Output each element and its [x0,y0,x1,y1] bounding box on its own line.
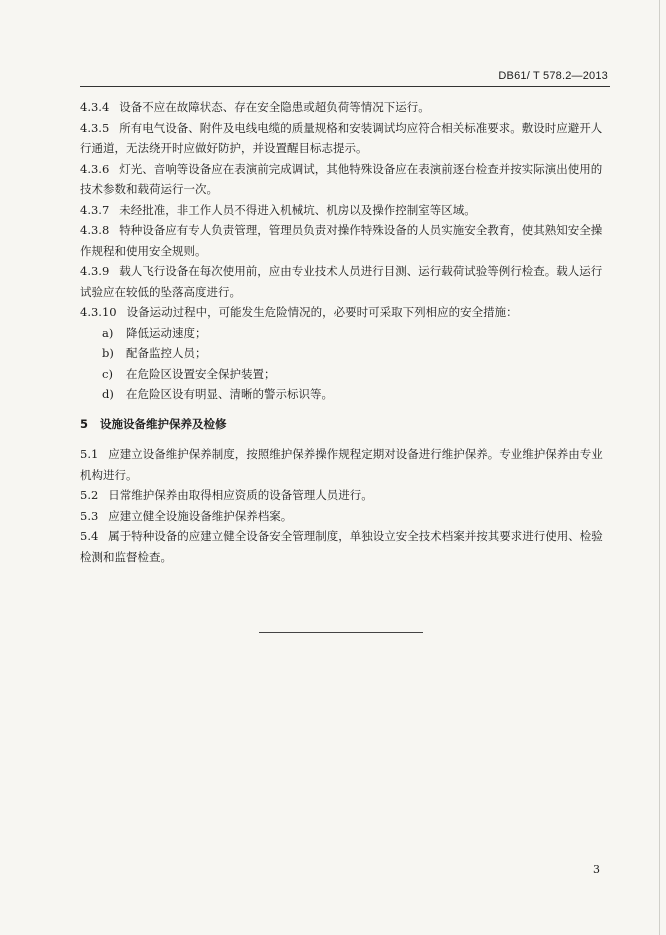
list-label: a) [102,325,114,340]
clause-text: 所有电气设备、附件及电线电缆的质量规格和安装调试均应符合相关标准要求。敷设时应避开人行通道，无法绕开时应做好防护，并设置醒目标志提示。 [80,120,603,155]
clause-4-3-8 [80,220,612,261]
section-title: 设施设备维护保养及检修 [100,416,227,431]
list-label: c) [102,366,113,381]
clause-text: 特种设备应有专人负责管理，管理员负责对操作特殊设备的人员实施安全教育，使其熟知安全操作规程和使用安全规则。 [80,223,603,258]
list-item [80,323,612,344]
clause-text: 灯光、音响等设备应在表演前完成调试，其他特殊设备应在表演前逐台检查并按实际演出使用的技术参数和载荷运行一次。 [80,161,603,196]
clause-number: 4.3.9 [80,264,110,278]
clause-5-4 [80,526,612,567]
clause-number: 4.3.4 [80,100,110,114]
clause-number: 4.3.6 [80,161,110,176]
clause-5-1 [80,444,612,485]
list-item [80,384,612,405]
end-of-standard-rule [259,632,423,633]
list-text: 配备监控人员； [126,346,207,360]
page-number: 3 [593,863,600,876]
clause-text: 未经批准，非工作人员不得进入机械坑、机房以及操作控制室等区域。 [119,202,476,217]
document-body [80,97,612,567]
section-heading [80,414,612,435]
header-rule [80,86,610,87]
clause-5-3 [80,506,612,527]
clause-5-2 [80,485,612,506]
clause-4-3-9 [80,261,612,302]
clause-number: 5.4 [80,529,99,543]
scan-edge [659,0,660,935]
clause-text: 应建立健全设施设备维护保养档案。 [108,508,293,523]
clause-number: 5.1 [80,447,99,461]
clause-text: 载人飞行设备在每次使用前，应由专业技术人员进行目测、运行载荷试验等例行检查。载人运行试验应在较低的坠落高度进行。 [80,264,603,299]
clause-number: 4.3.5 [80,120,110,135]
clause-4-3-5 [80,118,612,159]
clause-4-3-7 [80,200,612,221]
section-number: 5 [80,416,89,431]
standard-code: DB61/ T 578.2—2013 [498,70,608,82]
clause-text: 应建立设备维护保养制度，按照维护保养操作规程定期对设备进行维护保养。专业维护保养由专业机构进行。 [80,447,603,482]
clause-number: 5.3 [80,508,99,523]
list-text: 降低运动速度； [126,325,207,340]
clause-text: 设备运动过程中，可能发生危险情况的，必要时可采取下列相应的安全措施： [126,305,518,319]
list-text: 在危险区设置安全保护装置； [126,366,276,381]
clause-text: 设备不应在故障状态、存在安全隐患或超负荷等情况下运行。 [119,100,430,114]
clause-number: 4.3.10 [80,305,117,319]
list-item [80,364,612,385]
clause-4-3-4 [80,97,612,118]
list-label: d) [102,387,114,401]
clause-number: 5.2 [80,488,99,502]
clause-4-3-6 [80,159,612,200]
list-item [80,343,612,364]
list-label: b) [102,346,114,360]
clause-text: 日常维护保养由取得相应资质的设备管理人员进行。 [108,488,373,502]
list-text: 在危险区设有明显、清晰的警示标识等。 [126,387,333,401]
clause-4-3-10 [80,302,612,323]
clause-number: 4.3.8 [80,223,110,237]
clause-text: 属于特种设备的应建立健全设备安全管理制度，单独设立安全技术档案并按其要求进行使用、检验检测和监督检查。 [80,529,603,564]
clause-number: 4.3.7 [80,202,110,217]
